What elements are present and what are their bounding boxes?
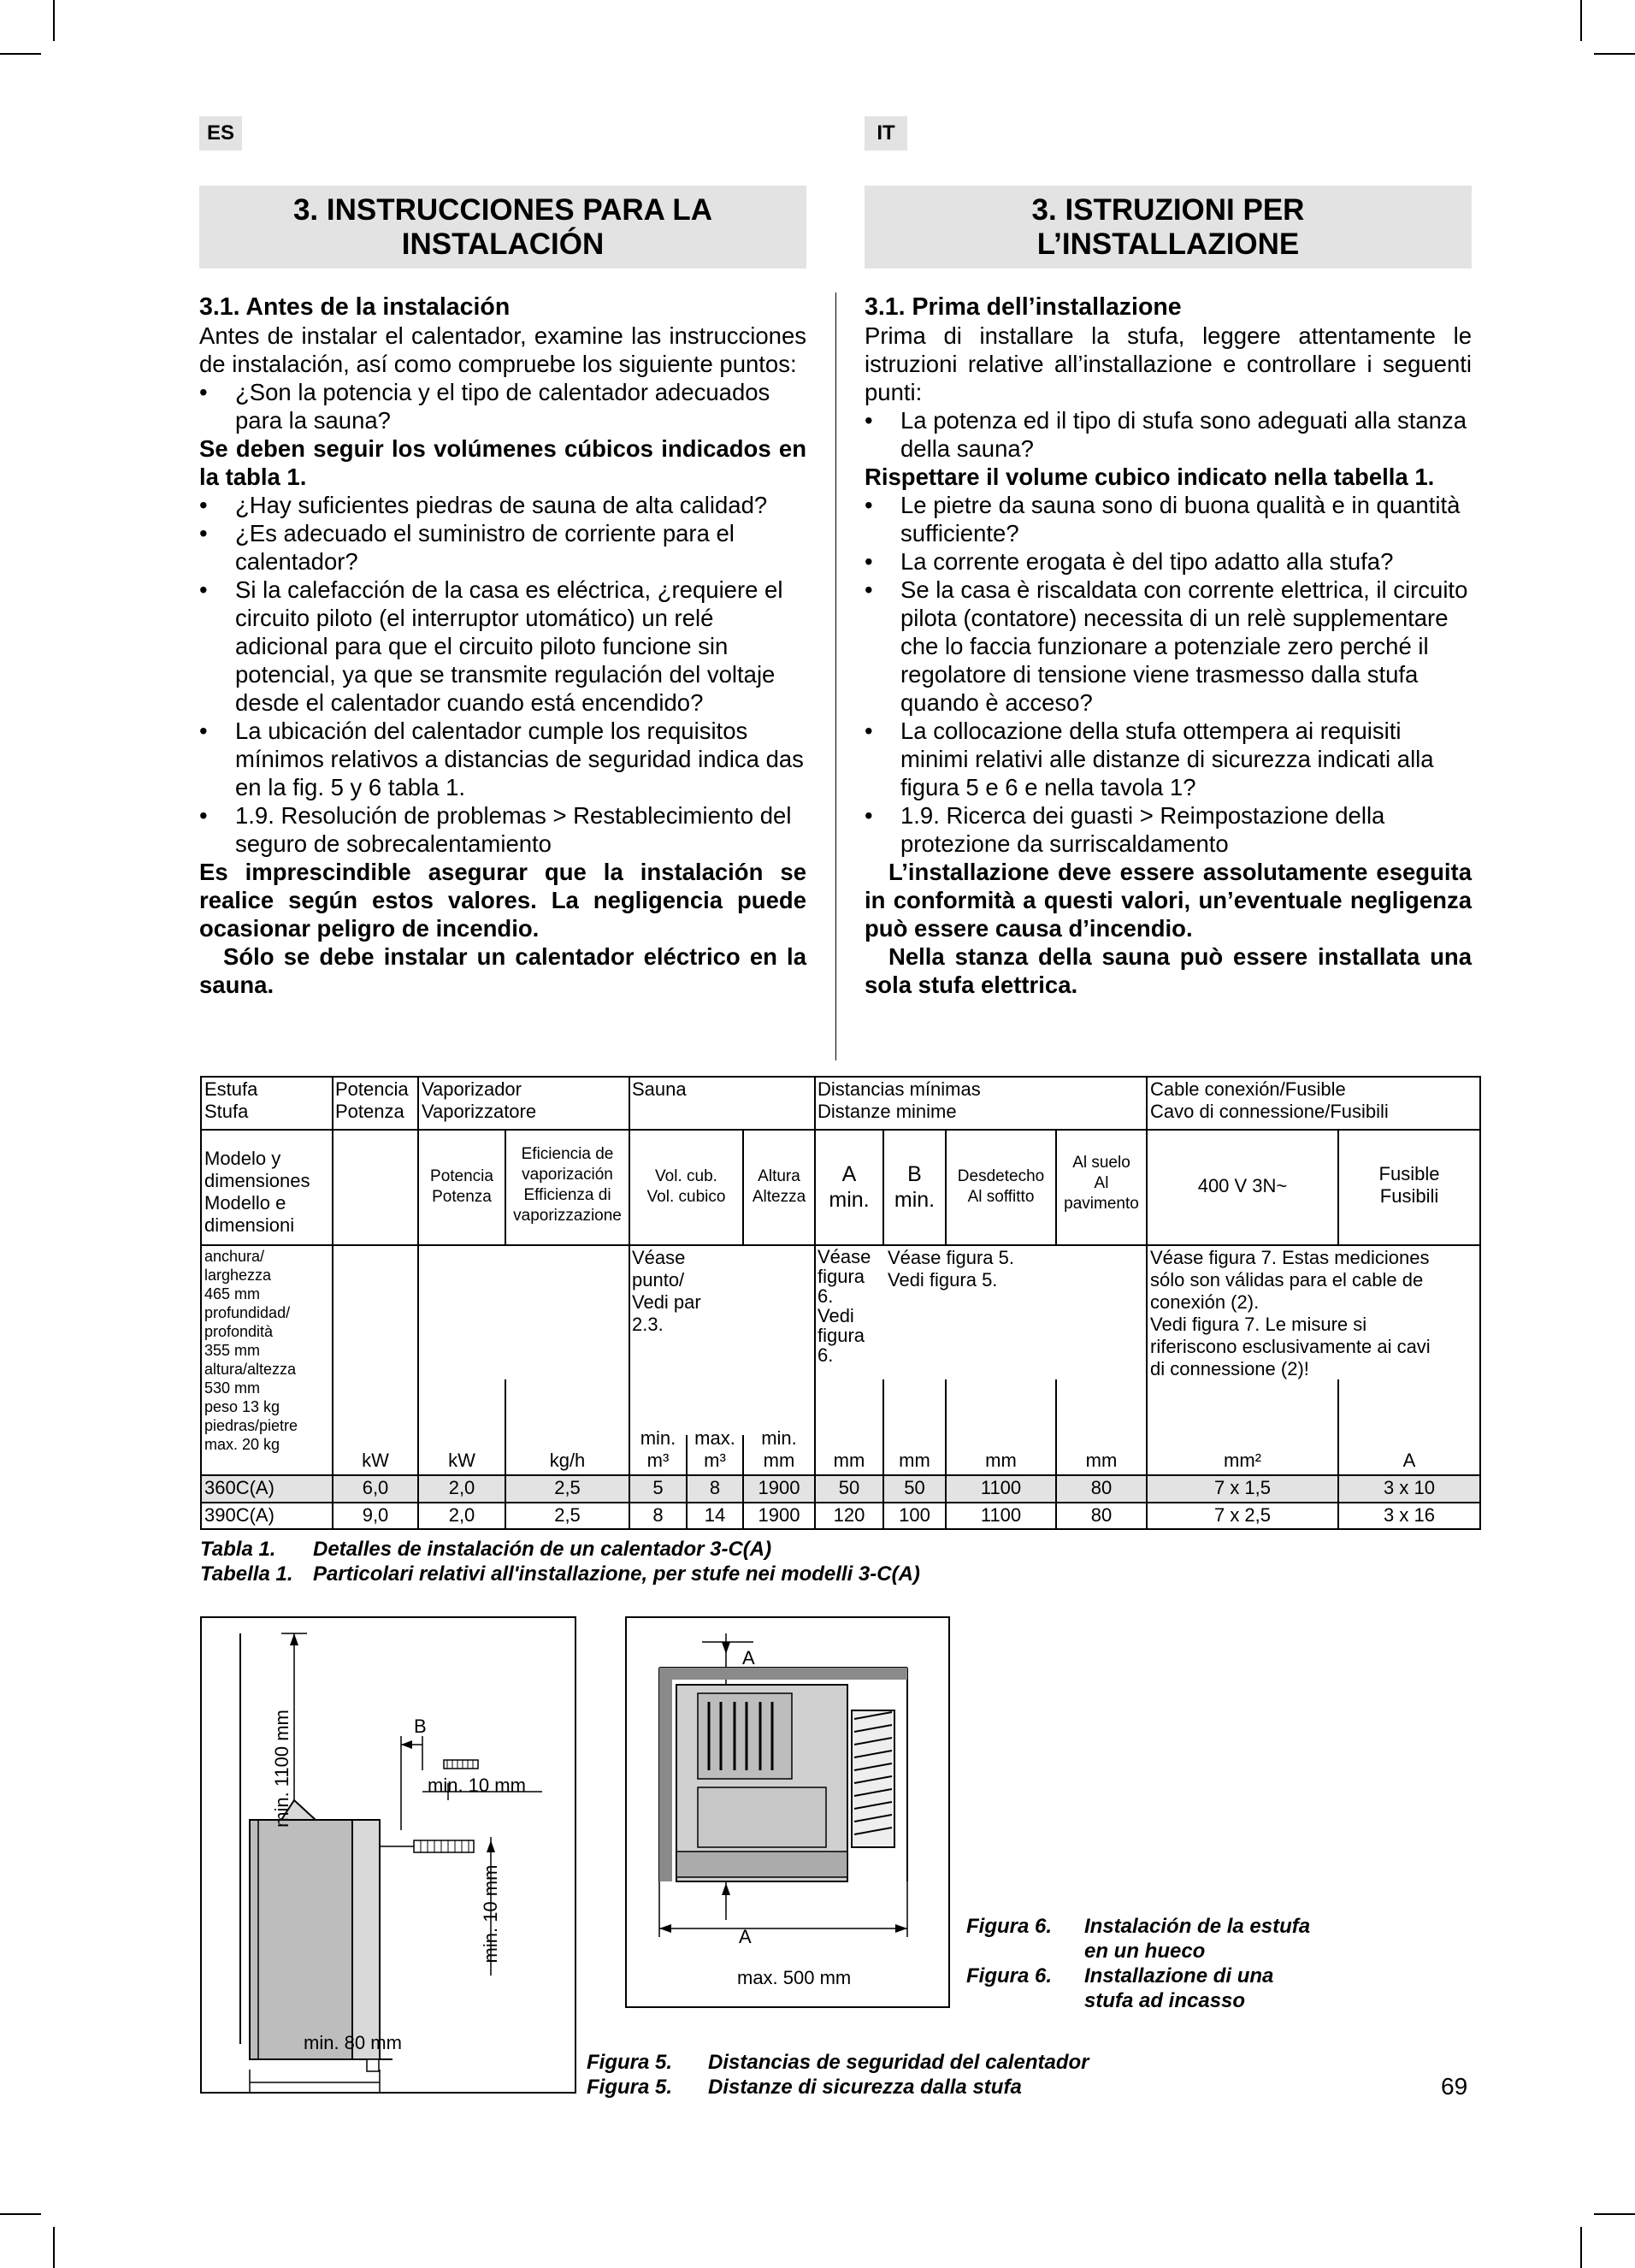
list-item: • La potenza ed il tipo di stufa sono adeguati alla stanza della sauna? [865, 406, 1472, 463]
table-rule [200, 1129, 1481, 1131]
table-rule [200, 1244, 1481, 1246]
unit-floor: mm [1085, 1450, 1118, 1471]
warning-text: Sólo se debe instalar un calentador eléctrico en la sauna. [199, 943, 806, 998]
unit-vap-power: kW [448, 1450, 475, 1471]
language-badge-es: ES [199, 116, 242, 151]
dim-min-10-horizontal: min. 10 mm [428, 1775, 526, 1796]
table-rule [1479, 1076, 1481, 1530]
header-voltage: 400 V 3N~ [1197, 1175, 1288, 1196]
header-a: A min. [829, 1162, 870, 1212]
checklist [865, 406, 1472, 463]
warning-text: Nella stanza della sauna può essere installata una sola stufa elettrica. [865, 943, 1472, 998]
page-number: 69 [1441, 2073, 1468, 2100]
header-floor: Al suelo Al pavimento [1064, 1154, 1139, 1213]
crop-mark [0, 2213, 41, 2215]
header-b: B min. [894, 1162, 936, 1212]
crop-mark [1580, 2227, 1582, 2268]
list-item: • La collocazione della stufa ottempera ai requisiti minimi relativi alle distanze di sicurezza indicati alla figura 5 e 6 e nella tavola 1? [865, 717, 1472, 801]
dim-a-bottom: A [739, 1926, 752, 1947]
table-cell: 50 [838, 1477, 860, 1498]
table-rule [200, 1502, 1481, 1503]
table-cell: 2,0 [448, 1477, 475, 1498]
column-es [199, 292, 806, 999]
list-item: • 1.9. Resolución de problemas > Restablecimiento del seguro de sobrecalentamiento [199, 801, 806, 858]
header-distancias: Distancias mínimas Distanze minime [818, 1078, 981, 1122]
cable-note: Véase figura 7. Estas mediciones sólo son válidas para el cable de conexión (2). Vedi figura 7. Le misure si riferiscono esclusivamente ai cavi di connessione (2)! [1150, 1247, 1431, 1379]
table-rule [200, 1528, 1481, 1530]
unit-fuse: A [1402, 1450, 1416, 1471]
crop-mark [53, 0, 55, 41]
table-rule [200, 1076, 202, 1530]
table-cell: 7 x 1,5 [1213, 1477, 1272, 1498]
table-cell: 8 [709, 1477, 721, 1498]
header-height: Altura Altezza [752, 1167, 806, 1206]
table-rule [200, 1076, 1481, 1078]
column-it [865, 292, 1472, 999]
list-item: • 1.9. Ricerca dei guasti > Reimpostazione della protezione da surriscaldamento [865, 801, 1472, 858]
unit-a: mm [833, 1450, 865, 1471]
crop-mark [53, 2227, 55, 2268]
header-model: Modelo y dimensiones Modello e dimensioni [204, 1148, 310, 1236]
unit-vol-max: max. m³ [694, 1427, 735, 1471]
unit-b: mm [899, 1450, 930, 1471]
list-item: • ¿Es adecuado el suministro de corriente para el calentador? [199, 519, 806, 576]
dim-a-top: A [742, 1647, 755, 1669]
section-title-it: 3. ISTRUZIONI PER L’INSTALLAZIONE [865, 186, 1472, 269]
header-vol: Vol. cub. Vol. cubico [646, 1167, 726, 1206]
table-cell: 6,0 [362, 1477, 389, 1498]
b-note: Véase figura 5. Vedi figura 5. [888, 1247, 1014, 1291]
dim-min-80: min. 80 mm [304, 2032, 402, 2053]
table-cell: 390C(A) [204, 1504, 274, 1526]
sauna-note: Véase punto/ Vedi par 2.3. [632, 1247, 701, 1335]
checklist [865, 491, 1472, 858]
column-divider [835, 292, 836, 1060]
list-item: • Se la casa è riscaldata con corrente elettrica, il circuito pilota (contatore) necessita di un relè supplementare che lo faccia funzionare a potenziale zero perché il regolatore di tensione viene trasmesso dalla stufa quando è acceso? [865, 576, 1472, 717]
header-ceiling: Desdetecho Al soffitto [957, 1167, 1045, 1206]
table-cell: 2,5 [554, 1504, 581, 1526]
table-cell: 120 [833, 1504, 865, 1526]
list-item: • ¿Son la potencia y el tipo de calentador adecuados para la sauna? [199, 378, 806, 434]
table-cell: 9,0 [362, 1504, 389, 1526]
table-cell: 3 x 16 [1384, 1504, 1435, 1526]
table-cell: 3 x 10 [1384, 1477, 1435, 1498]
unit-vap-eff: kg/h [549, 1450, 586, 1471]
crop-mark [1594, 2213, 1635, 2215]
note-text: Se deben seguir los volúmenes cúbicos indicados en la tabla 1. [199, 435, 806, 490]
dim-b-label: B [414, 1716, 427, 1737]
table-cell: 1900 [758, 1477, 800, 1498]
header-stufa: Estufa Stufa [204, 1078, 258, 1122]
table-cell: 14 [704, 1504, 726, 1526]
figure-5-diagram [200, 1616, 576, 2095]
dimensions-note: anchura/ larghezza 465 mm profundidad/ profondità 355 mm altura/altezza 530 mm peso 13 kg piedras/pietre max. 20 kg [204, 1248, 298, 1453]
list-item: • Si la calefacción de la casa es eléctrica, ¿requiere el circuito piloto (el interruptor utomático) un relé adicional para que el circuito piloto funcione sin potencial, ya que se transmite regulación del voltaje desde el calentador cuando está encendido? [199, 576, 806, 717]
unit-ceiling: mm [985, 1450, 1017, 1471]
header-cable: Cable conexión/Fusible Cavo di connessione/Fusibili [1150, 1078, 1389, 1122]
language-badge-it: IT [865, 116, 907, 151]
crop-mark [1594, 53, 1635, 55]
unit-power: kW [362, 1450, 389, 1471]
section-title-es: 3. INSTRUCCIONES PARA LA INSTALACIÓN [199, 186, 806, 269]
crop-mark [0, 53, 41, 55]
header-fuse: Fusible Fusibili [1378, 1163, 1440, 1207]
table-cell: 5 [652, 1477, 664, 1498]
dim-min-10-vertical: min. 10 mm [480, 1864, 501, 1964]
warning-text: L’installazione deve essere assolutamente eseguita in conformità a questi valori, un’eventuale negligenza può essere causa d’incendio. [865, 859, 1472, 942]
figure-6-caption: Figura 6. Instalación de la estufa en un hueco Figura 6. Installazione di una stufa ad incasso [966, 1915, 1311, 2012]
figure-6-diagram [625, 1616, 950, 2010]
dim-max-500: max. 500 mm [737, 1967, 852, 1988]
checklist [199, 491, 806, 858]
header-potencia: Potencia Potenza [335, 1078, 409, 1122]
table-cell: 100 [899, 1504, 930, 1526]
table-cell: 50 [904, 1477, 925, 1498]
table-caption: Tabla 1. Detalles de instalación de un calentador 3-C(A) Tabella 1. Particolari relativi all'installazione, per stufe nei modelli 3-C(A) [200, 1538, 920, 1586]
table-cell: 7 x 2,5 [1213, 1504, 1272, 1526]
header-sauna: Sauna [632, 1078, 687, 1100]
spec-table [200, 1076, 1481, 1530]
crop-mark [1580, 0, 1582, 41]
table-cell: 360C(A) [204, 1477, 274, 1498]
unit-vol-min: min. m³ [640, 1427, 676, 1471]
subsection-heading: 3.1. Antes de la instalación [199, 293, 511, 321]
warning-text: Es imprescindible asegurar que la instalación se realice según estos valores. La negligencia puede ocasionar peligro de incendio. [199, 859, 806, 942]
list-item: • Le pietre da sauna sono di buona qualità e in quantità sufficiente? [865, 491, 1472, 547]
unit-height: min. mm [761, 1427, 797, 1471]
table-cell: 2,5 [554, 1477, 581, 1498]
table-cell: 1900 [758, 1504, 800, 1526]
header-vap-eff: Eficiencia de vaporización Efficienza di vaporizzazione [513, 1145, 622, 1225]
figure-5-caption: Figura 5. Distancias de seguridad del calentador Figura 5. Distanze di sicurezza dalla stufa [587, 2051, 1089, 2099]
table-cell: 8 [652, 1504, 664, 1526]
table-cell: 1100 [980, 1477, 1022, 1498]
a-note: Véase figura 6. Vedi figura 6. [818, 1247, 871, 1365]
table-cell: 80 [1090, 1504, 1113, 1526]
subsection-heading: 3.1. Prima dell’installazione [865, 293, 1182, 321]
header-vaporizador: Vaporizador Vaporizzatore [422, 1078, 537, 1122]
table-cell: 1100 [980, 1504, 1022, 1526]
intro-text: Antes de instalar el calentador, examine las instrucciones de instalación, así como compruebe los siguiente puntos: [199, 322, 806, 377]
dim-min-1100: min. 1100 mm [271, 1710, 292, 1828]
list-item: • La corrente erogata è del tipo adatto alla stufa? [865, 547, 1472, 576]
unit-cable: mm² [1224, 1450, 1261, 1471]
table-cell: 80 [1090, 1477, 1113, 1498]
table-cell: 2,0 [448, 1504, 475, 1526]
checklist [199, 378, 806, 434]
intro-text: Prima di installare la stufa, leggere attentamente le istruzioni relative all’installazione e controllare i seguenti punti: [865, 322, 1472, 405]
header-vap-power: Potencia Potenza [430, 1167, 493, 1206]
list-item: • La ubicación del calentador cumple los requisitos mínimos relativos a distancias de seguridad indica das en la fig. 5 y 6 tabla 1. [199, 717, 806, 801]
table-rule [200, 1474, 1481, 1476]
note-text: Rispettare il volume cubico indicato nella tabella 1. [865, 464, 1435, 490]
list-item: • ¿Hay suficientes piedras de sauna de alta calidad? [199, 491, 806, 519]
